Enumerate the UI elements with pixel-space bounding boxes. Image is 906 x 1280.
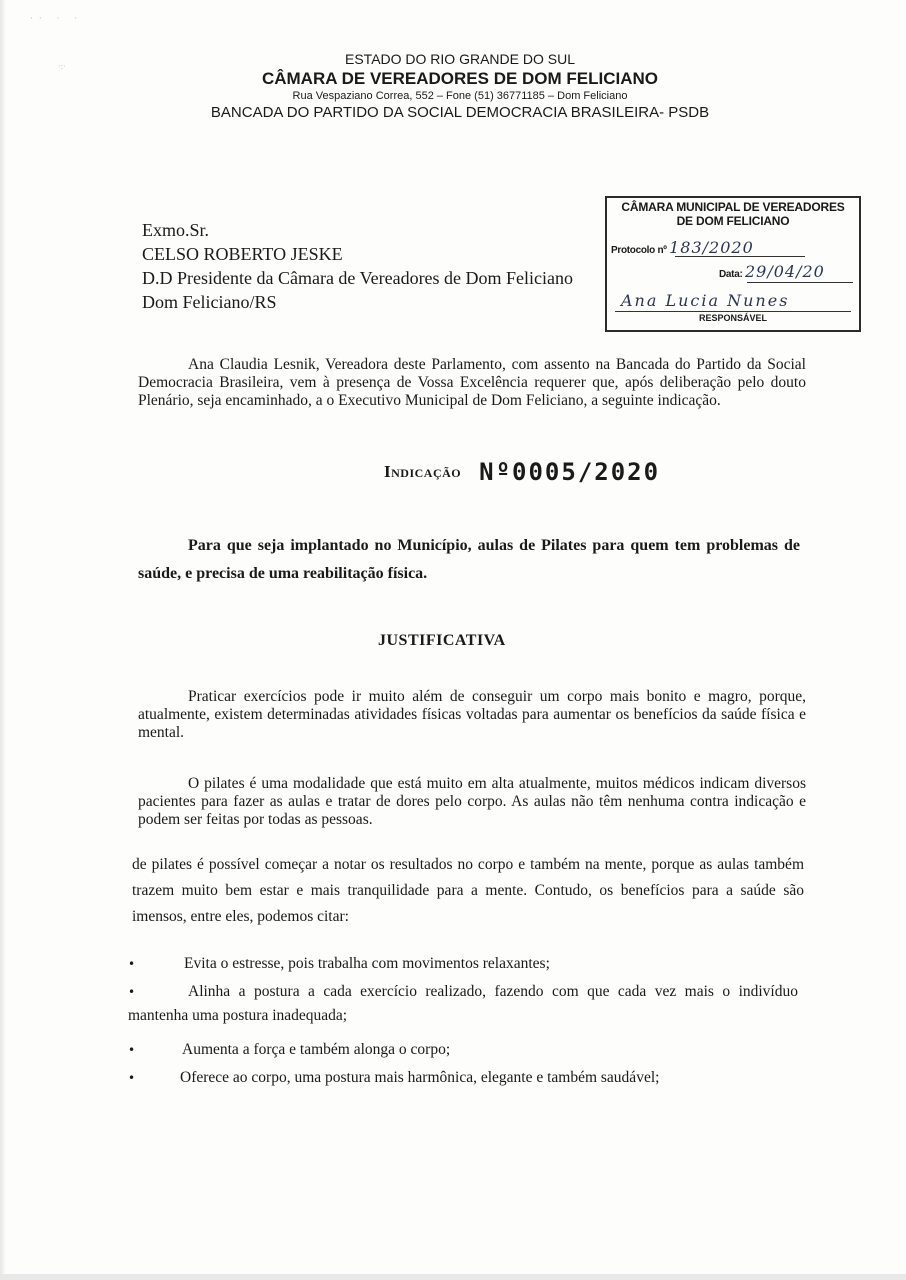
intro-paragraph — [138, 356, 806, 410]
stamp-protocolo-line — [675, 256, 805, 257]
protocol-stamp — [605, 196, 861, 332]
letterhead — [150, 50, 770, 122]
stamp-data-label: Data: — [719, 269, 743, 280]
stamp-data-value: 29/04/20 — [745, 262, 825, 281]
scan-specks-2: ·:· — [58, 62, 66, 71]
list-item-text: Evita o estresse, pois trabalha com movimentos relaxantes; — [184, 955, 550, 972]
bullet-icon: • — [128, 1043, 136, 1057]
letterhead-address: Rua Vespaziano Correa, 552 – Fone (51) 36771185 – Dom Feliciano — [292, 90, 628, 102]
justificativa-paragraph-1 — [138, 688, 806, 742]
objective-text: Para que seja implantado no Município, aulas de Pilates para quem tem problemas de saúde, e precisa de uma reabilitação física. — [138, 537, 800, 582]
intro-text: Ana Claudia Lesnik, Vereadora deste Parlamento, com assento na Bancada do Partido da Social Democracia Brasileira, vem à presença de Vossa Excelência requerer que, após deliberação pelo douto Plenário, seja encaminhado, a o Executivo Municipal de Dom Feliciano, a seguinte indicação. — [138, 356, 806, 409]
stamp-title-line1: CÂMARA MUNICIPAL DE VEREADORES — [621, 200, 845, 214]
justificativa-p3-text: de pilates é possível começar a notar os resultados no corpo e também na mente, porque as aulas também trazem muito bem estar e mais tranquilidade para a mente. Contudo, os benefícios para a saúde são imensos, entre eles, podemos citar: — [132, 856, 804, 925]
justificativa-p1-text: Praticar exercícios pode ir muito além de conseguir um corpo mais bonito e magro, porque, atualmente, existem determinadas atividades físicas voltadas para aumentar os benefícios da saúde física e mental. — [138, 688, 806, 741]
letterhead-party: BANCADA DO PARTIDO DA SOCIAL DEMOCRACIA BRASILEIRA- PSDB — [210, 104, 710, 121]
stamp-data — [719, 262, 825, 281]
letterhead-chamber: CÂMARA DE VEREADORES DE DOM FELICIANO — [261, 69, 659, 88]
stamp-signature: Ana Lucia Nunes — [621, 291, 790, 310]
addressee-name: CELSO ROBERTO JESKE — [142, 244, 343, 264]
stamp-protocolo-value: 183/2020 — [669, 238, 754, 257]
indicacao-heading — [384, 458, 660, 486]
list-item-text: Aumenta a força e também alonga o corpo; — [182, 1041, 451, 1058]
objective-paragraph — [138, 532, 800, 588]
stamp-title-line2: DE DOM FELICIANO — [676, 214, 790, 228]
bullet-icon: • — [128, 1071, 136, 1085]
stamp-protocolo-label: Protocolo nº — [611, 245, 667, 256]
addressee-city: Dom Feliciano/RS — [142, 292, 277, 312]
justificativa-p2-text: O pilates é uma modalidade que está muito em alta atualmente, muitos médicos indicam diversos pacientes para fazer as aulas e tratar de dores pelo corpo. As aulas não têm nenhuma contra indicação e podem ser feitas por todas as pessoas. — [138, 775, 806, 828]
indicacao-number: Nº0005/2020 — [479, 458, 661, 486]
stamp-responsavel-label: RESPONSÁVEL — [698, 313, 767, 323]
bullet-icon: • — [128, 957, 136, 971]
addressee-salutation: Exmo.Sr. — [142, 220, 210, 240]
stamp-data-line — [747, 282, 853, 283]
stamp-protocolo — [611, 238, 754, 257]
addressee-block — [142, 218, 573, 314]
scan-specks: ·· · · — [30, 14, 84, 24]
addressee-role: D.D Presidente da Câmara de Vereadores de Dom Feliciano — [142, 268, 574, 288]
list-item-text: Alinha a postura a cada exercício realizado, fazendo com que cada vez mais o indivíduo mantenha uma postura inadequada; — [128, 983, 798, 1024]
list-item — [128, 980, 800, 1028]
justificativa-title: JUSTIFICATIVA — [378, 632, 506, 649]
bullet-icon: • — [128, 985, 136, 999]
page-bottom-edge — [0, 1274, 906, 1280]
justificativa-paragraph-3 — [132, 852, 804, 930]
indicacao-label: Indicação — [384, 462, 462, 481]
page-edge-shadow — [0, 0, 6, 1280]
letterhead-state: ESTADO DO RIO GRANDE DO SUL — [345, 51, 575, 67]
stamp-signature-line — [615, 311, 851, 312]
list-item-text: Oferece ao corpo, uma postura mais harmônica, elegante e também saudável; — [180, 1069, 660, 1086]
justificativa-paragraph-2 — [138, 775, 806, 829]
